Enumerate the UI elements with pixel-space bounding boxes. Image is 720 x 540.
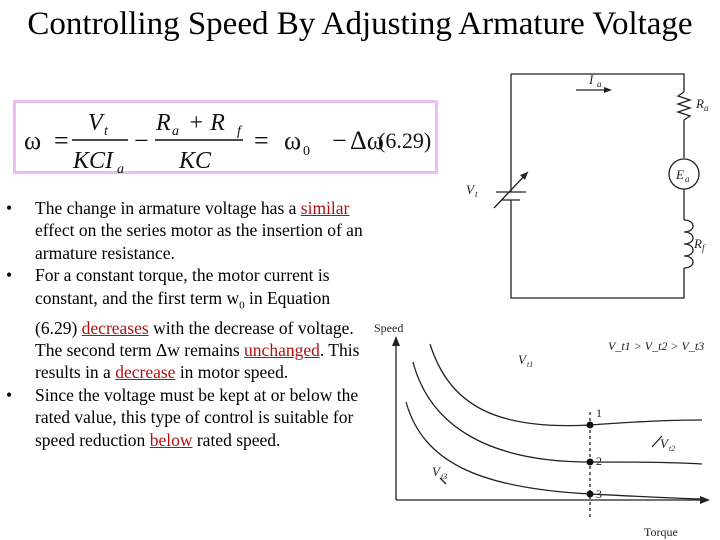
eq-equals: = [54,126,69,155]
bullet-2-highlight-decrease: decrease [115,362,176,383]
eq-omega0-sub: 0 [303,144,310,159]
operating-point-3 [587,491,594,498]
curve-vt3-sub: t3 [441,472,448,481]
speed-torque-graph [368,312,720,540]
ra-sub: a [704,103,709,113]
current-ia-sub: a [597,79,602,89]
field-winding-rf [684,220,693,268]
bullet-3-text-b: rated speed. [192,429,281,450]
eq-num1-sub: t [104,124,108,139]
bullet-item-2 [6,264,376,384]
eq-num2-plus: + R [188,110,225,136]
curve-vt3-label: V [432,464,440,479]
bullet-2-text-a: For a constant torque, the motor current is constant, and the first term w [35,265,330,308]
bullet-item-3 [6,384,376,451]
ra-label: R [696,96,704,111]
eq-number: (6.29) [378,128,432,153]
vt-label: V [466,182,474,197]
eq-num2-sub-f: f [237,124,241,139]
point-3-label: 3 [596,487,602,501]
point-1-label: 1 [596,406,602,420]
eq-den1: KCI [73,148,114,174]
eq-num2-sub-a: a [172,124,179,139]
curve-vt2 [413,362,702,464]
bullet-2-highlight-unchanged: unchanged [244,339,320,360]
bullet-1-text-b: effect on the series motor as the insertion of an armature resistance. [35,220,363,263]
ea-label: E [676,167,684,182]
bullet-1-highlight-similar: similar [300,198,350,218]
equation-6-29 [16,103,441,177]
voltage-order-legend: V_t1 > V_t2 > V_t3 [608,339,705,353]
operating-point-1 [587,422,594,429]
eq-den1-sub: a [117,162,124,177]
bullet-3-text-a: Since the voltage must be kept at or below the rated value, this type of control is suitable for speed reduction [35,384,359,450]
curve-vt3 [406,402,702,499]
curve-vt2-sub: t2 [669,444,676,453]
bullet-2-text-c: with the decrease of voltage. The second term Δw remains [35,317,354,360]
armature-ea-circle [669,159,699,189]
current-ia-label: I [589,72,594,87]
equation-box [13,100,438,177]
bullet-2-subscript-0: 0 [239,299,245,312]
ea-sub: a [685,174,690,184]
curve-vt1-sub: t1 [527,360,534,369]
eq-minus-2: − [332,126,347,155]
point-2-label: 2 [596,454,602,468]
y-axis-label: Speed [374,321,404,335]
slide-title: Controlling Speed By Adjusting Armature Voltage [27,6,693,42]
eq-num1: V [88,110,103,136]
resistor-ra [678,92,690,120]
curve-vt1-label: V [518,352,526,367]
eq-omega: ω [24,126,42,155]
bullet-1-text-a: The change in armature voltage has a [35,198,301,218]
bullet-marker: • [6,198,13,218]
rf-sub: f [702,243,705,253]
bullet-2-highlight-decreases: decreases [81,317,149,338]
x-axis-arrowhead [700,496,710,504]
bullet-2-text-e: in motor speed. [175,362,289,383]
curve-vt2-label: V [660,436,668,451]
x-axis-label: Torque [644,525,678,539]
bullet-marker: • [6,384,13,405]
bullet-marker: • [6,265,13,286]
eq-equals-2: = [254,126,269,155]
y-axis-arrowhead [392,336,400,346]
bullet-2-text-b: in Equation (6.29) [35,287,331,338]
bullet-item-1 [6,197,376,264]
eq-delta-omega: Δω [350,126,384,155]
eq-num2: R [156,110,171,136]
circuit-bottom-wire [511,210,684,298]
bullet-2-text-d: . This results in a [35,339,360,383]
eq-minus: − [134,126,149,155]
eq-omega0: ω [284,126,302,155]
vt-sub: t [475,189,478,199]
eq-den2: KC [179,148,212,174]
series-motor-circuit-diagram [456,62,716,312]
bullet-list [6,197,376,451]
curve-vt1 [430,344,702,426]
rf-label: R [694,236,702,251]
current-arrow-head [604,87,612,93]
operating-point-2 [587,459,594,466]
bullet-3-highlight-below: below [149,429,193,450]
